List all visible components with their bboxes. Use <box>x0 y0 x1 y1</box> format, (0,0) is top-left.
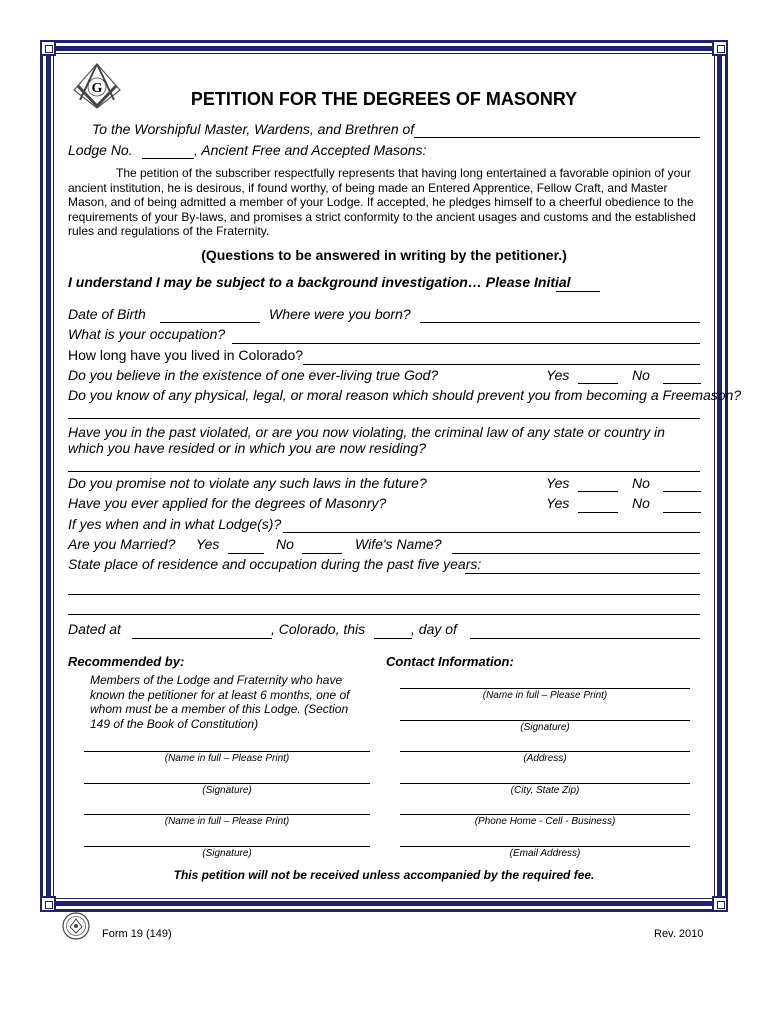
contact-email-caption: (Email Address) <box>509 848 581 859</box>
revision-label: Rev. 2010 <box>654 928 704 940</box>
lodges-question: If yes when and in what Lodge(s)? <box>68 516 282 532</box>
signature-caption: (Signature) <box>202 785 252 796</box>
occupation-field[interactable] <box>232 343 700 344</box>
day-of-label: , day of <box>411 621 457 637</box>
form-number: Form 19 (149) <box>102 928 172 940</box>
contact-city-caption: (City, State Zip) <box>510 785 580 796</box>
birthplace-label: Where were you born? <box>269 306 411 322</box>
contact-signature-caption: (Signature) <box>520 722 570 733</box>
applied-question: Have you ever applied for the degrees of Masonry? <box>68 495 387 511</box>
yes-label: Yes <box>546 367 570 383</box>
name-caption: (Name in full – Please Print) <box>164 816 290 827</box>
residence-field[interactable] <box>68 594 700 595</box>
border-corner <box>40 40 56 56</box>
residence-question: State place of residence and occupation during the past five years: <box>68 556 482 572</box>
border-corner <box>712 896 728 912</box>
reason-answer-field[interactable] <box>68 418 700 419</box>
dob-label: Date of Birth <box>68 306 146 322</box>
contact-name-caption: (Name in full – Please Print) <box>482 690 608 701</box>
violation-question: Have you in the past violated, or are you now violating, the criminal law of any state or country in which you have resided or in which you are now residing? <box>68 424 665 456</box>
colorado-residence-field[interactable] <box>303 364 700 365</box>
signature-caption: (Signature) <box>202 848 252 859</box>
married-yes-field[interactable] <box>228 553 264 554</box>
birthplace-field[interactable] <box>420 322 700 323</box>
married-question: Are you Married? <box>68 536 176 552</box>
belief-yes-field[interactable] <box>578 383 618 384</box>
promise-question: Do you promise not to violate any such laws in the future? <box>68 475 427 491</box>
violation-answer-field[interactable] <box>68 471 700 472</box>
background-check-statement: I understand I may be subject to a background investigation… Please Initial <box>68 274 571 290</box>
grand-lodge-seal-icon <box>62 912 90 940</box>
promise-no-field[interactable] <box>663 491 701 492</box>
recommender1-signature-field[interactable] <box>84 783 370 784</box>
recommended-instructions: Members of the Lodge and Fraternity who have known the petitioner for at least 6 months, one of whom must be a member of this Lodge. (Section 149 of the Book of Constitution) <box>90 673 350 731</box>
promise-yes-field[interactable] <box>578 491 618 492</box>
occupation-label: What is your occupation? <box>68 326 226 342</box>
fee-notice: This petition will not be received unless accompanied by the required fee. <box>173 868 595 882</box>
married-no-field[interactable] <box>302 553 342 554</box>
reason-question: Do you know of any physical, legal, or moral reason which should prevent you from becoming a Freemason? <box>68 387 742 403</box>
applied-yes-field[interactable] <box>578 512 618 513</box>
questions-heading: (Questions to be answered in writing by the petitioner.) <box>201 247 567 263</box>
contact-signature-field[interactable] <box>400 720 690 721</box>
recommended-heading: Recommended by: <box>68 654 185 669</box>
address-line: To the Worshipful Master, Wardens, and Brethren of <box>92 121 415 137</box>
petition-paragraph: The petition of the subscriber respectfully represents that having long entertained a favorable opinion of your ancient institution, he is desirous, if found worthy, of being made an Entered Apprentice, Fellow Craft, and Master Mason, and of being admitted a member of your Lodge. If accepted, he pledges himself to a cheerful obedience to the requirements of your By-laws, and promises a strict conformity to the ancient usages and customs and the established rules and regulations of the Fraternity. <box>68 166 696 239</box>
contact-address-caption: (Address) <box>523 753 567 764</box>
contact-phone-field[interactable] <box>400 814 690 815</box>
lodge-label: Lodge No. <box>68 142 133 158</box>
no-label: No <box>632 495 650 511</box>
recommender2-name-field[interactable] <box>84 814 370 815</box>
dated-city-field[interactable] <box>132 638 272 639</box>
belief-no-field[interactable] <box>663 383 701 384</box>
yes-label: Yes <box>196 536 220 552</box>
border-corner <box>40 896 56 912</box>
lodges-field[interactable] <box>283 532 700 533</box>
contact-city-field[interactable] <box>400 783 690 784</box>
colorado-this-label: , Colorado, this <box>271 621 366 637</box>
yes-label: Yes <box>546 475 570 491</box>
belief-question: Do you believe in the existence of one ever-living true God? <box>68 367 439 383</box>
contact-name-field[interactable] <box>400 688 690 689</box>
dated-day-field[interactable] <box>374 638 412 639</box>
lodge-name-field[interactable] <box>414 137 700 138</box>
dated-at-label: Dated at <box>68 621 121 637</box>
residence-field[interactable] <box>68 614 700 615</box>
contact-address-field[interactable] <box>400 751 690 752</box>
contact-email-field[interactable] <box>400 846 690 847</box>
name-caption: (Name in full – Please Print) <box>164 753 290 764</box>
initial-field[interactable] <box>556 291 600 292</box>
no-label: No <box>276 536 294 552</box>
wife-name-field[interactable] <box>452 553 700 554</box>
border-corner <box>712 40 728 56</box>
lodge-suffix: , Ancient Free and Accepted Masons: <box>194 142 427 158</box>
recommender1-name-field[interactable] <box>84 751 370 752</box>
colorado-residence-label: How long have you lived in Colorado? <box>68 347 304 363</box>
contact-phone-caption: (Phone Home - Cell - Business) <box>474 816 616 827</box>
yes-label: Yes <box>546 495 570 511</box>
applied-no-field[interactable] <box>663 512 701 513</box>
lodge-number-field[interactable] <box>142 158 194 159</box>
no-label: No <box>632 367 650 383</box>
svg-text:G: G <box>91 81 103 96</box>
dated-month-field[interactable] <box>470 638 700 639</box>
recommender2-signature-field[interactable] <box>84 846 370 847</box>
contact-heading: Contact Information: <box>386 654 514 669</box>
no-label: No <box>632 475 650 491</box>
residence-field[interactable] <box>465 573 700 574</box>
page-title: PETITION FOR THE DEGREES OF MASONRY <box>190 89 578 109</box>
dob-field[interactable] <box>160 322 260 323</box>
wife-name-label: Wife's Name? <box>355 536 442 552</box>
